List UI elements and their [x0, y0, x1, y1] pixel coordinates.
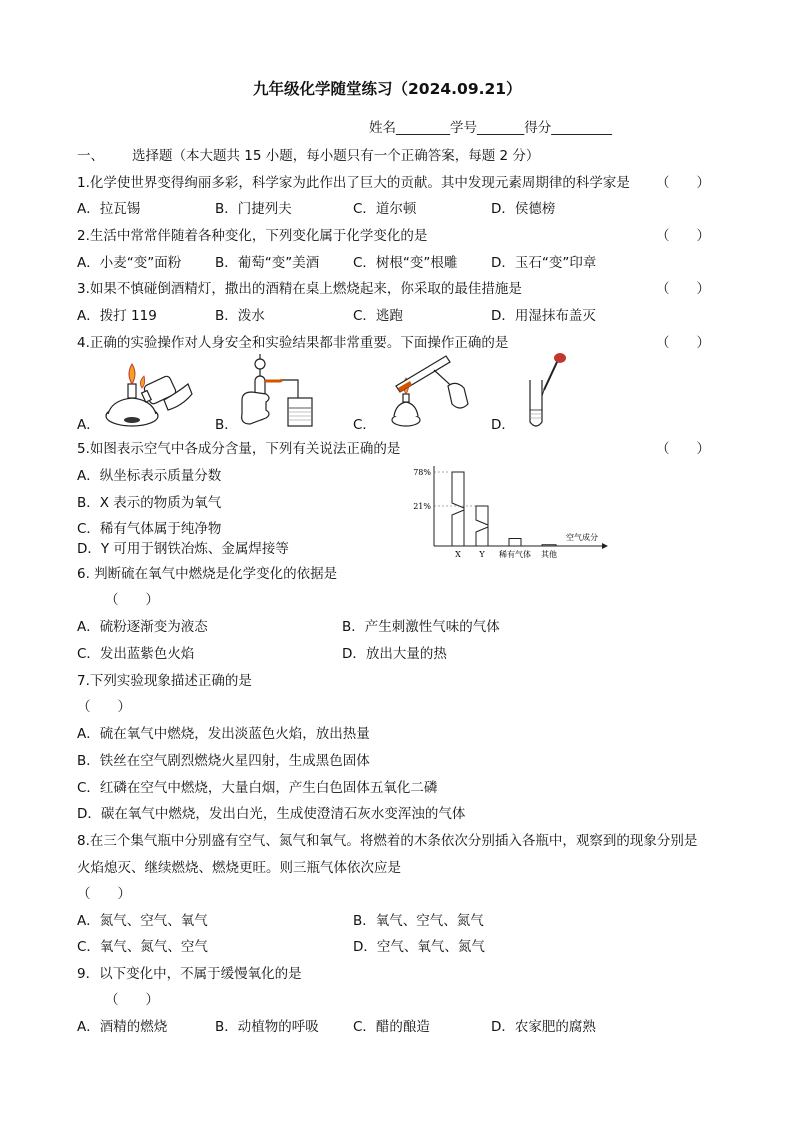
question-7-answer-paren: （ ） — [77, 699, 131, 715]
page-title: 九年级化学随堂练习（2024.09.21） — [253, 80, 522, 98]
question-3-option-d: D．用湿抹布盖灭 — [491, 308, 596, 324]
x-category-y: Y — [479, 550, 485, 559]
question-1-option-a: A．拉瓦锡 — [77, 201, 141, 217]
air-composition-chart — [402, 460, 616, 564]
question-1-stem: 1.化学使世界变得绚丽多彩，科学家为此作出了巨大的贡献。其中发现元素周期律的科学家是 — [77, 175, 630, 191]
x-axis-label: 空气成分 — [566, 533, 598, 542]
question-1-option-d: D．侯德榜 — [491, 201, 556, 217]
question-8-option-d: D．空气、氧气、氮气 — [353, 939, 485, 955]
question-8-option-b: B．氧气、空气、氮气 — [353, 913, 484, 929]
question-6-option-b: B．产生刺激性气味的气体 — [342, 619, 500, 635]
x-axis-arrow — [602, 543, 608, 549]
question-4-answer-paren: （ ） — [656, 335, 710, 351]
heating-test-tube-illustration — [376, 352, 472, 432]
question-9-stem: 9．以下变化中，不属于缓慢氧化的是 — [77, 966, 302, 982]
question-2-option-d: D．玉石“变”印章 — [491, 255, 597, 271]
x-category-other: 其他 — [541, 550, 557, 559]
question-1-option-b: B．门捷列夫 — [215, 201, 292, 217]
question-2-answer-paren: （ ） — [656, 228, 710, 244]
question-8-option-a: A．氮气、空气、氧气 — [77, 913, 208, 929]
question-4-option-c: C． — [353, 417, 376, 433]
bar-y — [476, 506, 488, 546]
question-3-option-b: B．泼水 — [215, 308, 265, 324]
section-number: 一、 — [77, 148, 104, 164]
question-7-option-d: D．碳在氧气中燃烧，发出白光，生成使澄清石灰水变浑浊的气体 — [77, 806, 466, 822]
question-4-option-d: D． — [491, 417, 515, 433]
bar-x — [452, 472, 464, 546]
question-1-answer-paren: （ ） — [656, 175, 710, 191]
question-3-option-a: A．拨打 119 — [77, 308, 157, 324]
question-5-option-d: D．Y 可用于钢铁冶炼、金属焊接等 — [77, 541, 289, 557]
question-7-stem: 7.下列实验现象描述正确的是 — [77, 673, 252, 689]
airtightness-check-illustration — [236, 354, 320, 430]
question-9-option-b: B．动植物的呼吸 — [215, 1019, 319, 1035]
question-9-answer-paren: （ ） — [105, 992, 159, 1008]
question-4-option-a: A． — [77, 417, 100, 433]
question-6-option-a: A．硫粉逐渐变为液态 — [77, 619, 208, 635]
student-info-line: 姓名________学号_______得分_________ — [369, 120, 612, 136]
x-category-rare-gases: 稀有气体 — [499, 550, 531, 559]
question-5-answer-paren: （ ） — [656, 441, 710, 457]
question-5-option-b: B．X 表示的物质为氧气 — [77, 495, 222, 511]
question-4-option-b: B． — [215, 417, 238, 433]
alcohol-lamp-lighting-illustration — [98, 354, 194, 430]
question-3-stem: 3.如果不慎碰倒酒精灯，撒出的酒精在桌上燃烧起来，你采取的最佳措施是 — [77, 281, 522, 297]
question-7-option-c: C．红磷在空气中燃烧，大量白烟，产生白色固体五氧化二磷 — [77, 780, 438, 796]
bar-rare-gases — [509, 538, 521, 546]
question-1-option-c: C．道尔顿 — [353, 201, 417, 217]
question-2-option-a: A．小麦“变”面粉 — [77, 255, 182, 271]
question-7-option-a: A．硫在氧气中燃烧，发出淡蓝色火焰，放出热量 — [77, 726, 370, 742]
question-2-stem: 2.生活中常常伴随着各种变化，下列变化属于化学变化的是 — [77, 228, 428, 244]
question-4-stem: 4.正确的实验操作对人身安全和实验结果都非常重要。下面操作正确的是 — [77, 335, 509, 351]
x-category-x: X — [455, 550, 461, 559]
section-heading: 选择题（本大题共 15 小题，每小题只有一个正确答案，每题 2 分） — [132, 148, 540, 164]
question-8-option-c: C．氧气、氮气、空气 — [77, 939, 208, 955]
question-6-answer-paren: （ ） — [105, 592, 159, 608]
question-5-option-c: C．稀有气体属于纯净物 — [77, 521, 222, 537]
question-6-option-d: D．放出大量的热 — [342, 646, 447, 662]
dropper-test-tube-illustration — [520, 350, 570, 432]
question-2-option-b: B．葡萄“变”美酒 — [215, 255, 320, 271]
question-8-stem-continued: 火焰熄灭、继续燃烧、燃烧更旺。则三瓶气体依次应是 — [77, 860, 401, 876]
question-5-option-a: A．纵坐标表示质量分数 — [77, 468, 222, 484]
question-5-stem: 5.如图表示空气中各成分含量，下列有关说法正确的是 — [77, 441, 401, 457]
question-3-answer-paren: （ ） — [656, 281, 710, 297]
question-9-option-c: C．醋的酿造 — [353, 1019, 430, 1035]
question-6-stem: 6. 判断硫在氧气中燃烧是化学变化的依据是 — [77, 566, 338, 582]
question-9-option-a: A．酒精的燃烧 — [77, 1019, 168, 1035]
question-2-option-c: C．树根“变”根雕 — [353, 255, 458, 271]
ytick-78: 78% — [413, 468, 431, 477]
question-9-option-d: D．农家肥的腐熟 — [491, 1019, 596, 1035]
question-8-stem: 8.在三个集气瓶中分别盛有空气、氮气和氧气。将燃着的木条依次分别插入各瓶中，观察到的现象分别是 — [77, 833, 698, 849]
question-8-answer-paren: （ ） — [77, 886, 131, 902]
question-3-option-c: C．逃跑 — [353, 308, 403, 324]
question-6-option-c: C．发出蓝紫色火焰 — [77, 646, 195, 662]
question-7-option-b: B．铁丝在空气剧烈燃烧火星四射，生成黑色固体 — [77, 753, 370, 769]
ytick-21: 21% — [413, 502, 431, 511]
